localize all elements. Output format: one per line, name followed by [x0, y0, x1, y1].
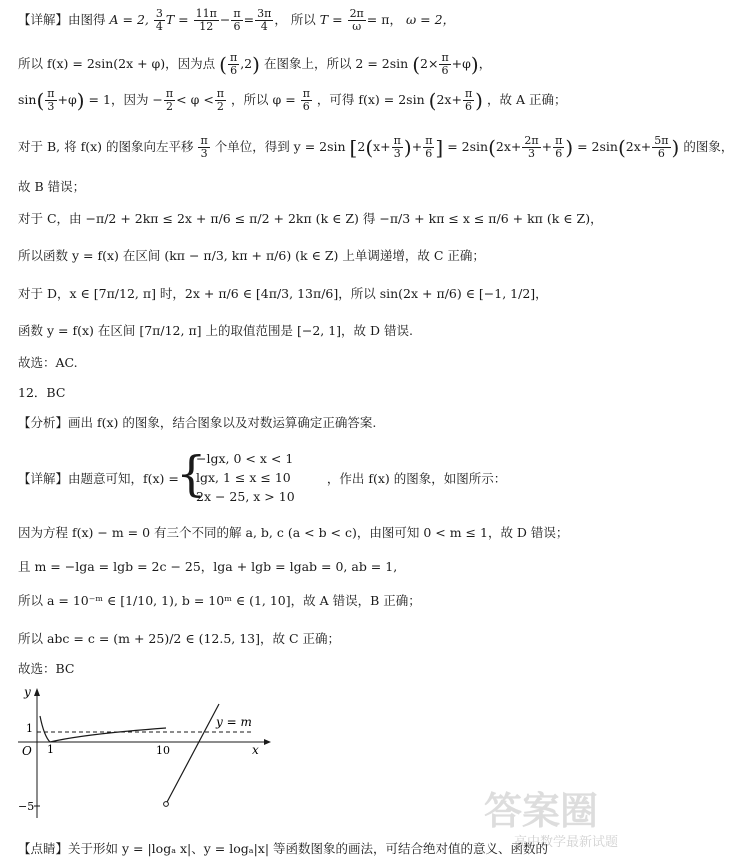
line-9: 函数 y = f(x) 在区间 [7π/12, π] 上的取值范围是 [−2, 1]，故 D 错误.	[18, 323, 414, 338]
tick-y-1: 1	[26, 722, 33, 735]
function-graph	[14, 686, 274, 821]
line-1: 【详解】由图得 A = 2, $\frac{3}{4}$ T = $\frac{11\pi}{12}$ − $\frac{\pi}{6}$ = $\frac{3\pi}{4}$ ， 所以 T = $\frac{2\pi}{\omega}$ = π， ω = 2，	[18, 7, 456, 33]
watermark-sub: 高中数学最新试题	[514, 835, 619, 850]
x-axis-arrow	[264, 739, 271, 745]
line-4: 对于 B, 将 f(x) 的图象向左平移 $\frac{\pi}{3}$ 个单位，得到 y = 2sin [2(x+ $\frac{\pi}{3}$ )+ $\frac{\pi}{6}$ ] = 2sin(2x+ $\frac{2\pi}{3}$ + $\frac{\pi}{6}$ ) = 2sin(2x+ $\frac{5\pi}{6}$ ) 的图象，	[18, 134, 733, 160]
detail-label: 【详解】由图得	[18, 12, 106, 27]
x-label: x	[252, 743, 259, 757]
tick-y-m5: −5	[18, 800, 35, 813]
line-19: 【点睛】关于形如 y = |logₐ x|、y = logₐ|x| 等函数图象的画法，可结合绝对值的意义、函数的	[18, 841, 549, 856]
line-16: 所以 a = 10⁻ᵐ ∈ [1/10, 1), b = 10ᵐ ∈ (1, 10]，故 A 错误，B 正确；	[18, 593, 421, 608]
piece-2: lgx, 1 ≤ x ≤ 10	[196, 470, 291, 485]
period-text: T =	[165, 12, 189, 27]
line-11: 12．BC	[18, 385, 66, 400]
line-7: 所以函数 y = f(x) 在区间 (kπ − π/3, kπ + π/6) (k ∈ Z) 上单调递增，故 C 正确；	[18, 248, 485, 263]
watermark-text: 答案圈	[484, 789, 599, 833]
line-2x-25	[166, 704, 219, 804]
fraction-11pi-12: $\frac{11\pi}{12}$	[195, 7, 217, 33]
line-2: 所以 f(x) = 2sin(2x + φ)，因为点 ( $\frac{\pi}{6}$ ,2) 在图象上，所以 2 = 2sin (2× $\frac{\pi}{6}$ +φ)，	[18, 51, 492, 77]
fraction-2pi-omega: $\frac{2\pi}{\omega}$	[349, 7, 364, 33]
line-18: 故选：BC	[18, 661, 75, 676]
fraction-pi-6: $\frac{\pi}{6}$	[233, 7, 241, 33]
line-12: 【分析】画出 f(x) 的图象，结合图象以及对数运算确定正确答案.	[18, 415, 377, 430]
amplitude-text: A = 2,	[109, 12, 149, 27]
line-10: 故选：AC.	[18, 355, 78, 370]
piece-3: 2x − 25, x > 10	[196, 489, 295, 504]
tick-x-10: 10	[156, 744, 170, 757]
line-5: 故 B 错误；	[18, 179, 86, 194]
curve-lg	[50, 728, 166, 742]
y-axis-arrow	[34, 688, 40, 696]
tick-x-1: 1	[47, 743, 54, 756]
watermark-logo	[478, 776, 648, 852]
piece-1: −lgx, 0 < x < 1	[196, 451, 294, 466]
line-8: 对于 D，x ∈ [7π/12, π] 时，2x + π/6 ∈ [4π/3, 13π/6]，所以 sin(2x + π/6) ∈ [−1, 1/2]，	[18, 286, 548, 301]
line-14: 因为方程 f(x) − m = 0 有三个不同的解 a, b, c (a < b < c)，由图可知 0 < m ≤ 1，故 D 错误；	[18, 525, 569, 540]
y-label: y	[24, 685, 31, 699]
origin-label: O	[22, 744, 32, 758]
line-6: 对于 C，由 −π/2 + 2kπ ≤ 2x + π/6 ≤ π/2 + 2kπ (k ∈ Z) 得 −π/3 + kπ ≤ x ≤ π/6 + kπ (k ∈ Z)，	[18, 211, 603, 226]
fraction-3-4: $\frac{3}{4}$	[155, 7, 163, 33]
line-13: 【详解】由题意可知，f(x) = ，作出 f(x) 的图象，如图所示：	[18, 471, 507, 486]
line-label-y-m: y = m	[216, 715, 252, 729]
brace: {	[176, 446, 207, 502]
line-17: 所以 abc = c = (m + 25)/2 ∈ (12.5, 13]，故 C 正确；	[18, 631, 341, 646]
open-point	[164, 802, 169, 807]
curve-neg-lg	[40, 716, 50, 742]
line-3: sin( $\frac{\pi}{3}$ +φ) = 1，因为 − $\frac{\pi}{2}$ < φ < $\frac{\pi}{2}$ ，所以 φ = $\frac{\pi}{6}$ ，可得 f(x) = 2sin (2x+ $\frac{\pi}{6}$ ) ，故 A 正确；	[18, 87, 567, 113]
fraction-3pi-4: $\frac{3\pi}{4}$	[257, 7, 272, 33]
line-15: 且 m = −lga = lgb = 2c − 25，lga + lgb = lgab = 0, ab = 1,	[18, 559, 398, 574]
